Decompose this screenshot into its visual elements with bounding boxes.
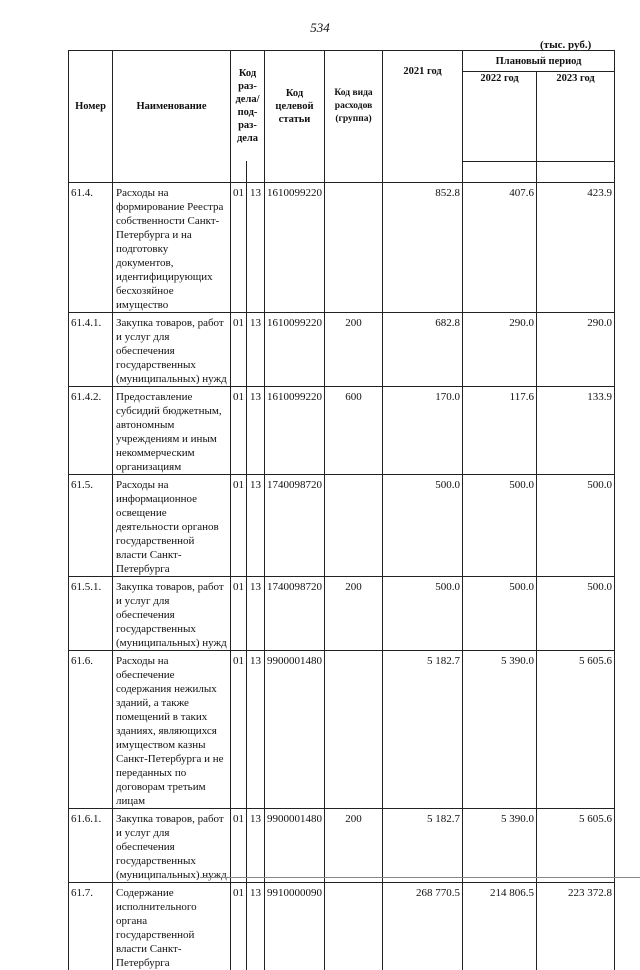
header-year-2021: 2021 год [383,51,463,162]
row-value-2021: 5 182.7 [383,650,463,808]
row-razdel: 01 [231,808,247,882]
row-value-2022: 5 390.0 [463,650,537,808]
table-row [69,882,615,970]
table-row [69,650,615,808]
row-value-2023: 290.0 [537,312,615,386]
row-name: Расходы на формирование Реестра собственности Санкт-Петербурга и на подготовку документов, идентифицирующих бесхозяйное имущество [113,182,231,312]
row-value-2023: 5 605.6 [537,650,615,808]
header-target-code: Код целевой статьи [265,51,325,162]
row-name: Расходы на обеспечение содержания нежилых зданий, а также помещений в таких зданиях, являющихся имуществом казны Санкт-Петербурга и не переданных по договорам третьим лицам [113,650,231,808]
row-name: Закупка товаров, работ и услуг для обеспечения государственных (муниципальных) нужд [113,576,231,650]
header-year-2023: 2023 год [537,72,615,162]
row-name: Предоставление субсидий бюджетным, автономным учреждениям и иным некоммерческим организациям [113,386,231,474]
row-value-2021: 268 770.5 [383,882,463,970]
row-razdel: 01 [231,386,247,474]
row-value-2021: 682.8 [383,312,463,386]
row-razdel: 01 [231,312,247,386]
row-name: Закупка товаров, работ и услуг для обеспечения государственных (муниципальных) нужд [113,808,231,882]
row-target-code: 9910000090 [265,882,325,970]
row-podrazdel: 13 [247,576,265,650]
row-value-2023: 223 372.8 [537,882,615,970]
row-number: 61.4. [69,182,113,312]
row-value-2021: 5 182.7 [383,808,463,882]
row-target-code: 1740098720 [265,474,325,576]
header-year-2022: 2022 год [463,72,537,162]
row-number: 61.4.1. [69,312,113,386]
row-value-2022: 500.0 [463,576,537,650]
row-expense-type [325,650,383,808]
page-bottom-rule [200,877,640,878]
row-podrazdel: 13 [247,386,265,474]
header-section-code: Код раз-дела/ под-раз-дела [231,51,265,162]
row-value-2022: 117.6 [463,386,537,474]
row-value-2021: 500.0 [383,576,463,650]
table-row [69,474,615,576]
row-number: 61.6. [69,650,113,808]
row-value-2022: 407.6 [463,182,537,312]
row-value-2023: 500.0 [537,576,615,650]
row-name: Расходы на информационное освещение деятельности органов государственной власти Санкт-Петербурга [113,474,231,576]
row-value-2022: 500.0 [463,474,537,576]
row-target-code: 9900001480 [265,650,325,808]
row-name: Содержание исполнительного органа государственной власти Санкт-Петербурга [113,882,231,970]
row-target-code: 1610099220 [265,182,325,312]
row-expense-type: 200 [325,312,383,386]
header-number: Номер [69,51,113,162]
row-value-2023: 5 605.6 [537,808,615,882]
row-podrazdel: 13 [247,182,265,312]
budget-table [68,50,615,970]
row-value-2021: 170.0 [383,386,463,474]
page-number: 534 [310,20,330,35]
row-value-2023: 423.9 [537,182,615,312]
table-row [69,182,615,312]
row-name: Закупка товаров, работ и услуг для обеспечения государственных (муниципальных) нужд [113,312,231,386]
row-razdel: 01 [231,576,247,650]
row-expense-type [325,182,383,312]
header-spacer-row [69,161,615,182]
row-value-2021: 500.0 [383,474,463,576]
row-value-2022: 214 806.5 [463,882,537,970]
row-value-2022: 290.0 [463,312,537,386]
table-row [69,386,615,474]
row-podrazdel: 13 [247,312,265,386]
units-label: (тыс. руб.) [540,39,592,51]
row-podrazdel: 13 [247,650,265,808]
header-name: Наименование [113,51,231,162]
row-podrazdel: 13 [247,474,265,576]
row-value-2023: 500.0 [537,474,615,576]
row-target-code: 1740098720 [265,576,325,650]
row-razdel: 01 [231,182,247,312]
row-value-2023: 133.9 [537,386,615,474]
row-value-2021: 852.8 [383,182,463,312]
row-razdel: 01 [231,650,247,808]
table-row [69,312,615,386]
row-podrazdel: 13 [247,808,265,882]
row-expense-type [325,474,383,576]
row-number: 61.4.2. [69,386,113,474]
row-expense-type: 200 [325,808,383,882]
row-target-code: 1610099220 [265,312,325,386]
row-expense-type: 600 [325,386,383,474]
row-value-2022: 5 390.0 [463,808,537,882]
table-row [69,808,615,882]
row-razdel: 01 [231,882,247,970]
row-number: 61.5. [69,474,113,576]
row-number: 61.6.1. [69,808,113,882]
row-target-code: 1610099220 [265,386,325,474]
row-podrazdel: 13 [247,882,265,970]
header-planned-period: Плановый период [463,51,615,72]
table-row [69,576,615,650]
header-expense-type: Код вида расходов (группа) [325,51,383,162]
row-number: 61.5.1. [69,576,113,650]
row-expense-type: 200 [325,576,383,650]
row-target-code: 9900001480 [265,808,325,882]
row-razdel: 01 [231,474,247,576]
row-number: 61.7. [69,882,113,970]
row-expense-type [325,882,383,970]
